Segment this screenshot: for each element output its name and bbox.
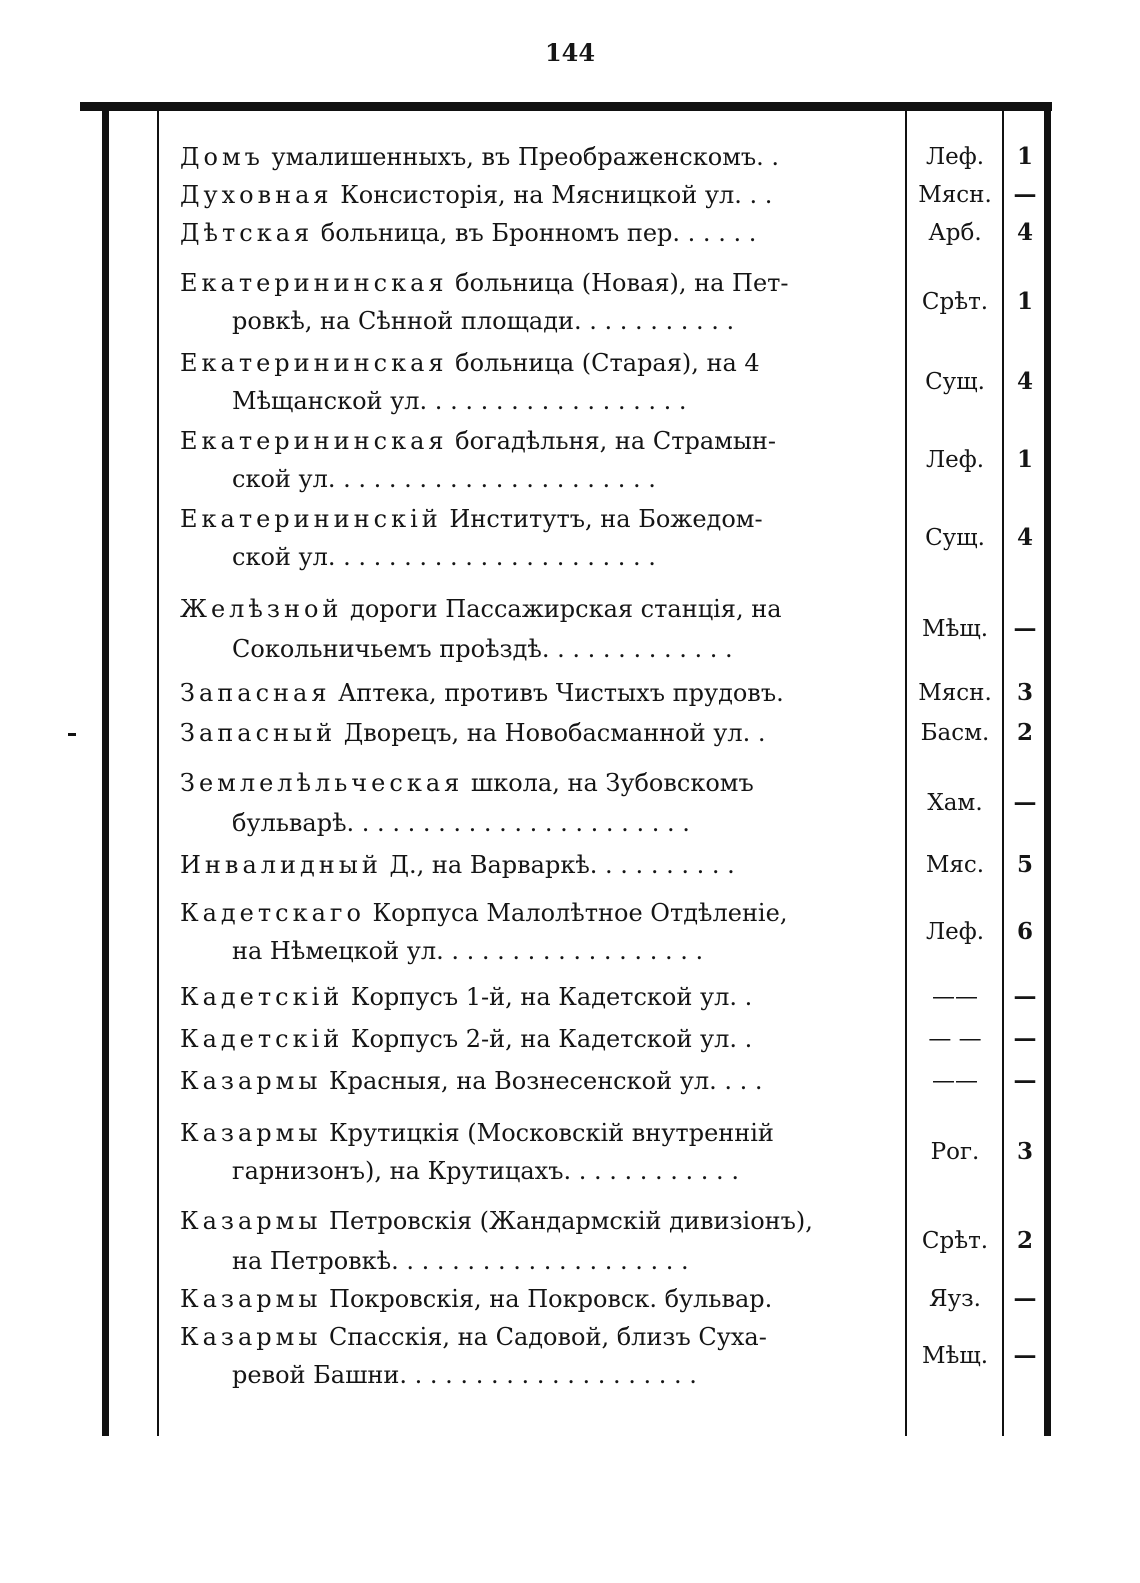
part-number-cell: 1 [1016, 143, 1033, 170]
entry-text: Консисторія, на Мясницкой ул. . . [332, 181, 773, 209]
entry-lead-word: Домъ [180, 143, 264, 171]
entry-title-line [180, 142, 894, 172]
entry-text: ской ул. . . . . . . . . . . . . . . . . . . . . . [232, 543, 656, 571]
part-number-cell: — [1013, 181, 1037, 208]
entry-text: богадѣльня, на Страмын- [447, 427, 777, 455]
entry-title-line [180, 426, 894, 456]
entry-title-line [180, 348, 894, 378]
part-number-cell: 1 [1016, 446, 1033, 473]
district-cell: Сущ. [925, 369, 985, 395]
part-number-cell: — [1013, 615, 1037, 642]
part-number-cell: 4 [1016, 524, 1033, 551]
entry-lead-word: Екатерининскій [180, 505, 442, 533]
entry-continuation-line [232, 464, 894, 494]
entry-lead-word: Дѣтская [180, 219, 314, 247]
district-cell: Рог. [930, 1139, 980, 1165]
entry-continuation-line [232, 306, 894, 336]
entry-continuation-line [232, 1246, 894, 1276]
entry-text: больница (Новая), на Пет- [447, 269, 789, 297]
entry-text: больница, въ Бронномъ пер. . . . . . [313, 219, 757, 247]
entry-title-line [180, 1322, 894, 1352]
entry-continuation-line [232, 936, 894, 966]
part-number-cell: — [1013, 1067, 1037, 1094]
entry-lead-word: Екатерининская [180, 427, 448, 455]
entry-title-line [180, 898, 894, 928]
entry-text: Корпуса Малолѣтное Отдѣленіе, [364, 899, 788, 927]
entry-text: Д., на Варваркѣ. . . . . . . . . . [381, 851, 735, 879]
part-number-cell: 5 [1016, 851, 1033, 878]
part-number-cell: 2 [1016, 1227, 1033, 1254]
district-cell: Мѣщ. [921, 616, 989, 642]
entry-lead-word: Екатерининская [180, 349, 448, 377]
entry-text: Корпусъ 1-й, на Кадетской ул. . [343, 983, 753, 1011]
entry-lead-word: Казармы [180, 1207, 322, 1235]
part-number-cell: 4 [1016, 368, 1033, 395]
part-number-cell: 4 [1016, 219, 1033, 246]
district-cell: Яуз. [929, 1286, 981, 1312]
district-cell: Басм. [920, 720, 990, 746]
entry-title-line [180, 1206, 894, 1236]
entry-text: Мѣщанской ул. . . . . . . . . . . . . . . . . . [232, 387, 687, 415]
entry-title-line [180, 1066, 894, 1096]
entry-title-line [180, 718, 894, 748]
entry-title-line [180, 1284, 894, 1314]
entry-text: Спасскія, на Садовой, близъ Суха- [321, 1323, 767, 1351]
entry-continuation-line [232, 634, 894, 664]
entry-text: дороги Пассажирская станція, на [342, 595, 782, 623]
entry-continuation-line [232, 386, 894, 416]
entry-lead-word: Желѣзной [180, 595, 343, 623]
district-cell: Хам. [927, 790, 983, 816]
entry-lead-word: Кадетскій [180, 1025, 344, 1053]
entry-title-line [180, 678, 894, 708]
district-cell: Срѣт. [921, 289, 989, 315]
part-number-cell: 3 [1016, 679, 1033, 706]
district-cell: —— [932, 1068, 978, 1094]
entry-lead-word: Кадетскій [180, 983, 344, 1011]
entry-title-line [180, 504, 894, 534]
entry-title-line [180, 594, 894, 624]
entry-continuation-line [232, 1156, 894, 1186]
part-number-cell: 6 [1016, 918, 1033, 945]
entry-lead-word: Кадетскаго [180, 899, 365, 927]
part-number-cell: — [1013, 983, 1037, 1010]
part-number-cell: — [1013, 1342, 1037, 1369]
page-number: 144 [544, 38, 596, 67]
entry-text: гарнизонъ), на Крутицахъ. . . . . . . . . . . . [232, 1157, 739, 1185]
district-cell: Срѣт. [921, 1228, 989, 1254]
entry-text: бульварѣ. . . . . . . . . . . . . . . . . . . . . . . [232, 809, 690, 837]
entry-title-line [180, 218, 894, 248]
entry-continuation-line [232, 808, 894, 838]
entry-lead-word: Казармы [180, 1323, 322, 1351]
district-cell: —— [932, 984, 978, 1010]
district-cell: Сущ. [925, 525, 985, 551]
entry-text: больница (Старая), на 4 [447, 349, 760, 377]
entry-text: Дворецъ, на Новобасманной ул. . [336, 719, 766, 747]
entry-lead-word: Землелѣльческая [180, 769, 464, 797]
entry-title-line [180, 180, 894, 210]
district-cell: Леф. [925, 447, 985, 473]
entry-text: Покровскія, на Покровск. бульвар. [321, 1285, 773, 1313]
entry-text: ревой Башни. . . . . . . . . . . . . . . . . . . . [232, 1361, 697, 1389]
entry-text: Аптека, противъ Чистыхъ прудовъ. [330, 679, 784, 707]
entry-text: ровкѣ, на Сѣнной площади. . . . . . . . . . . [232, 307, 735, 335]
entry-title-line [180, 1118, 894, 1148]
district-cell: Мѣщ. [921, 1343, 989, 1369]
entry-lead-word: Запасный [180, 719, 337, 747]
entry-continuation-line [232, 542, 894, 572]
entry-text: Корпусъ 2-й, на Кадетской ул. . [343, 1025, 753, 1053]
part-number-cell: 3 [1016, 1138, 1033, 1165]
part-number-cell: — [1013, 1025, 1037, 1052]
entry-text: Красныя, на Вознесенской ул. . . . [321, 1067, 763, 1095]
entry-lead-word: Казармы [180, 1285, 322, 1313]
entry-lead-word: Казармы [180, 1067, 322, 1095]
part-number-cell: — [1013, 1285, 1037, 1312]
part-number-cell: 2 [1016, 719, 1033, 746]
district-cell: Леф. [925, 144, 985, 170]
entry-title-line [180, 982, 894, 1012]
entry-text: Институтъ, на Божедом- [441, 505, 763, 533]
entry-text: умалишенныхъ, въ Преображенскомъ. . [263, 143, 780, 171]
entry-lead-word: Инвалидный [180, 851, 382, 879]
entry-text: Крутицкія (Московскій внутренній [321, 1119, 774, 1147]
entry-title-line [180, 850, 894, 880]
entry-text: школа, на Зубовскомъ [463, 769, 754, 797]
entry-title-line [180, 1024, 894, 1054]
entry-title-line [180, 268, 894, 298]
district-cell: Леф. [925, 919, 985, 945]
part-number-cell: — [1013, 789, 1037, 816]
district-cell: Мяс. [925, 852, 985, 878]
entry-lead-word: Духовная [180, 181, 333, 209]
entry-text: на Нѣмецкой ул. . . . . . . . . . . . . . . . . . [232, 937, 704, 965]
entry-text: Петровскія (Жандармскій дивизіонъ), [321, 1207, 813, 1235]
district-cell: Мясн. [918, 680, 992, 706]
entry-text: ской ул. . . . . . . . . . . . . . . . . . . . . . [232, 465, 656, 493]
entry-text: на Петровкѣ. . . . . . . . . . . . . . . . . . . . [232, 1247, 689, 1275]
entry-continuation-line [232, 1360, 894, 1390]
part-number-cell: 1 [1016, 288, 1033, 315]
entry-text: Сокольничьемъ проѣздѣ. . . . . . . . . . . . . [232, 635, 733, 663]
district-cell: — — [928, 1026, 982, 1052]
entry-lead-word: Екатерининская [180, 269, 448, 297]
entry-lead-word: Запасная [180, 679, 331, 707]
district-cell: Арб. [928, 220, 982, 246]
district-cell: Мясн. [918, 182, 992, 208]
entry-title-line [180, 768, 894, 798]
entry-lead-word: Казармы [180, 1119, 322, 1147]
